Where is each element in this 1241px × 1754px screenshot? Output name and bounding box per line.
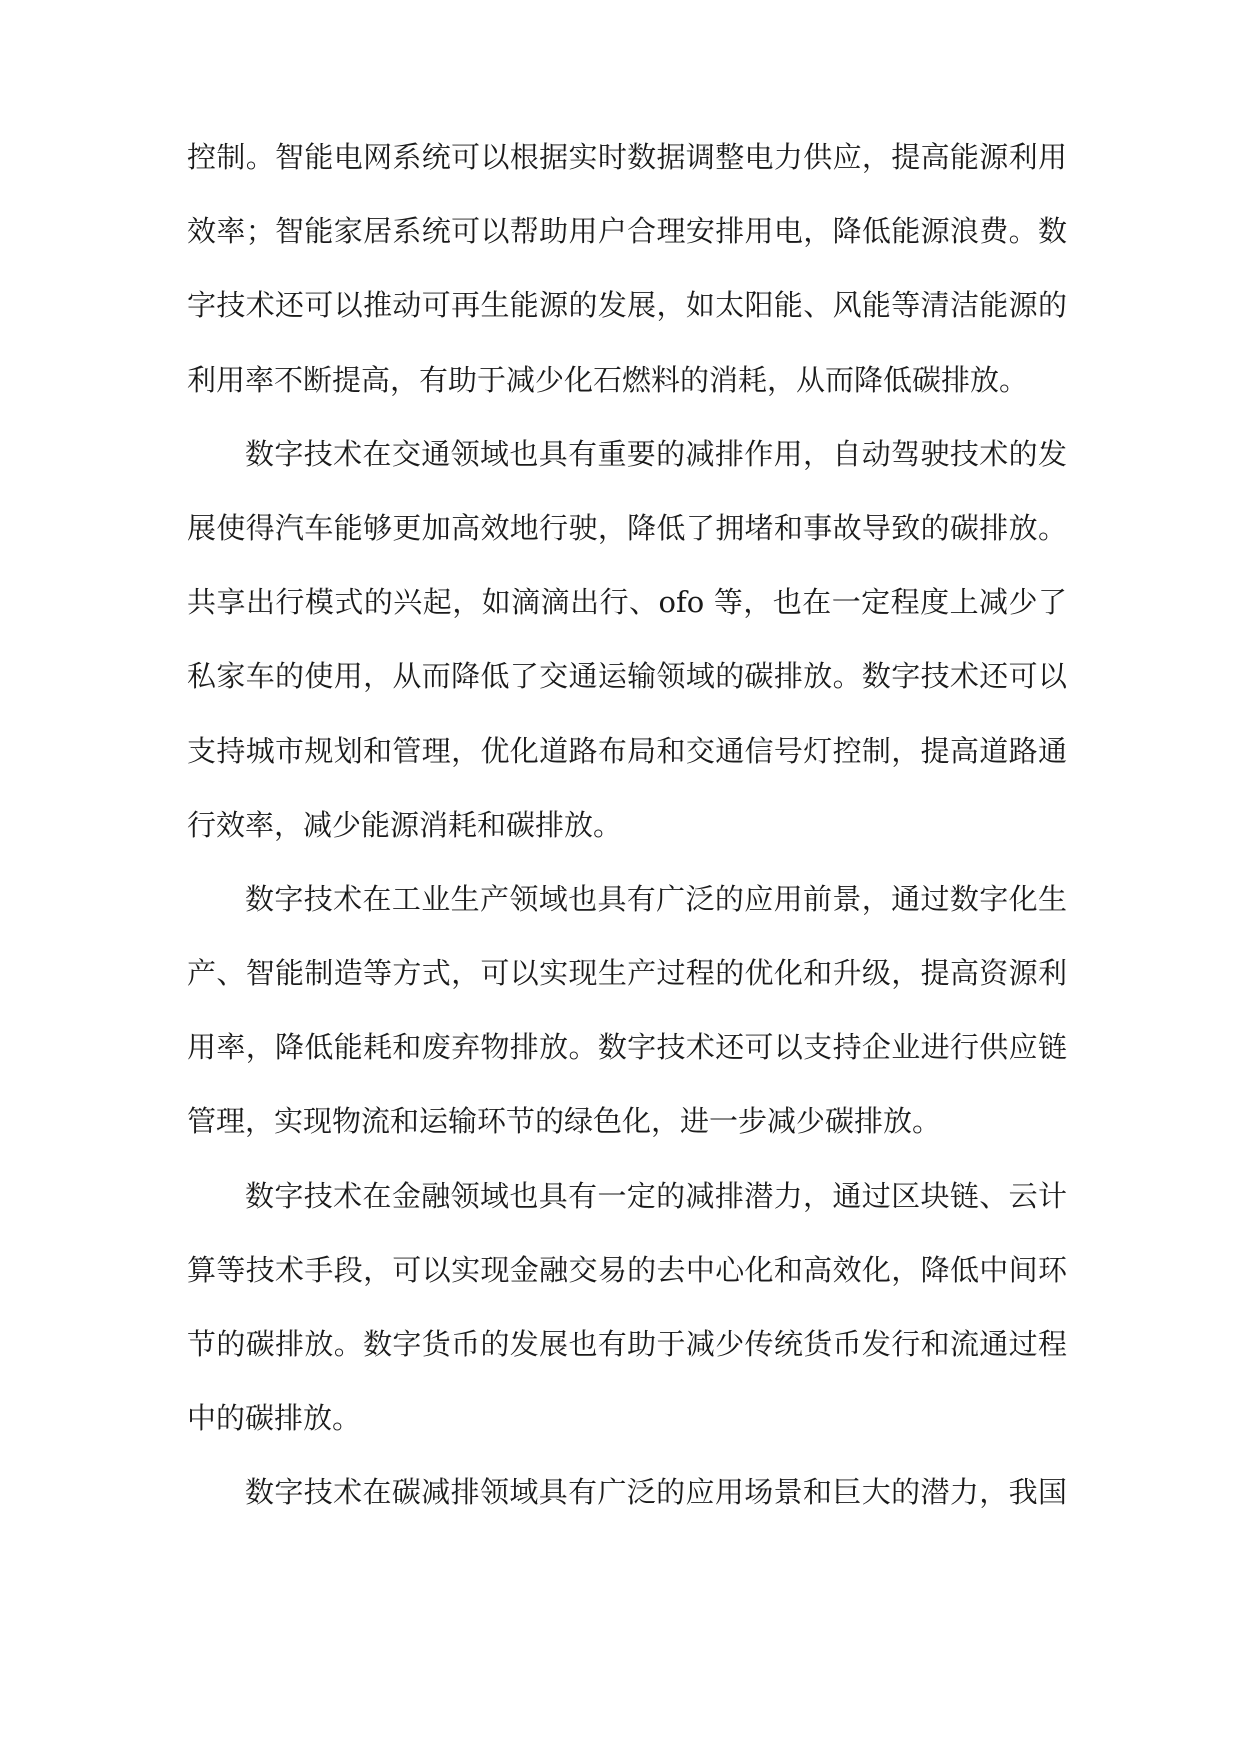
text-line: 私家车的使用，从而降低了交通运输领域的碳排放。数字技术还可以 bbox=[187, 659, 1067, 694]
paragraph-first-line: 数字技术在金融领域也具有一定的减排潜力，通过区块链、云计 bbox=[245, 1178, 1067, 1213]
text-line: 共享出行模式的兴起，如滴滴出行、ofo 等，也在一定程度上减少了 bbox=[187, 585, 1067, 620]
text-line: 控制。智能电网系统可以根据实时数据调整电力供应，提高能源利用 bbox=[187, 140, 1067, 174]
text-line: 支持城市规划和管理，优化道路布局和交通信号灯控制，提高道路通 bbox=[187, 733, 1067, 768]
document-body bbox=[187, 140, 1067, 1550]
text-line: 中的碳排放。 bbox=[187, 1401, 362, 1436]
text-line: 展使得汽车能够更加高效地行驶，降低了拥堵和事故导致的碳排放。 bbox=[187, 510, 1067, 545]
paragraph-first-line: 数字技术在碳减排领域具有广泛的应用场景和巨大的潜力，我国 bbox=[245, 1475, 1067, 1510]
text-line: 产、智能制造等方式，可以实现生产过程的优化和升级，提高资源利 bbox=[187, 956, 1067, 991]
paragraph-first-line: 数字技术在工业生产领域也具有广泛的应用前景，通过数字化生 bbox=[245, 881, 1067, 916]
paragraph-first-line: 数字技术在交通领域也具有重要的减排作用，自动驾驶技术的发 bbox=[245, 436, 1067, 471]
text-line: 节的碳排放。数字货币的发展也有助于减少传统货币发行和流通过程 bbox=[187, 1327, 1067, 1361]
text-line: 字技术还可以推动可再生能源的发展，如太阳能、风能等清洁能源的 bbox=[187, 288, 1067, 323]
text-line: 利用率不断提高，有助于减少化石燃料的消耗，从而降低碳排放。 bbox=[187, 362, 1029, 397]
text-line: 行效率，减少能源消耗和碳排放。 bbox=[187, 807, 623, 842]
text-line: 用率，降低能耗和废弃物排放。数字技术还可以支持企业进行供应链 bbox=[187, 1030, 1067, 1065]
text-line: 管理，实现物流和运输环节的绿色化，进一步减少碳排放。 bbox=[187, 1104, 942, 1139]
text-line: 效率；智能家居系统可以帮助用户合理安排用电，降低能源浪费。数 bbox=[187, 214, 1067, 249]
text-line: 算等技术手段，可以实现金融交易的去中心化和高效化，降低中间环 bbox=[187, 1252, 1067, 1287]
